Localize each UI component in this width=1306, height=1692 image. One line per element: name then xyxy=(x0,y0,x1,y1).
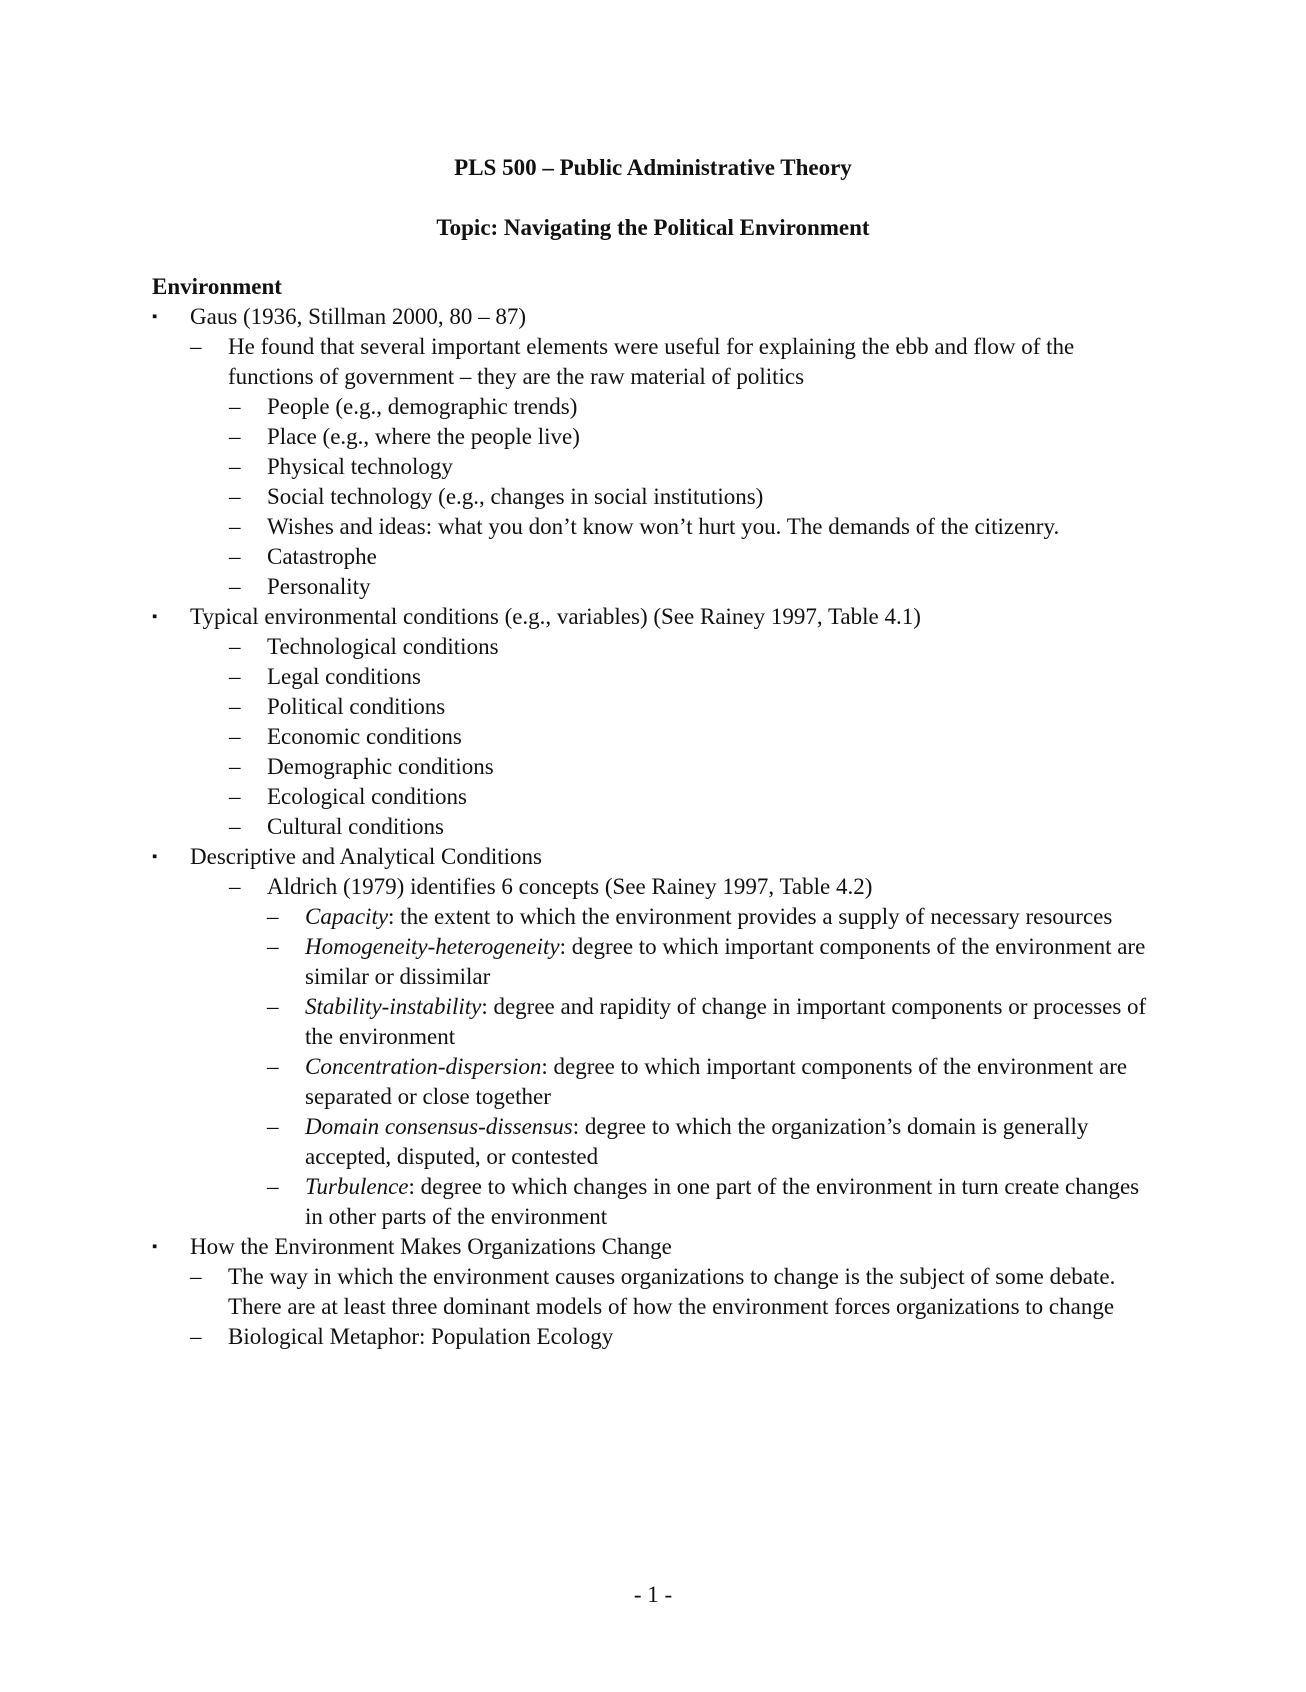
item-text xyxy=(267,484,763,509)
item-description: Personality xyxy=(267,574,371,599)
item-description: Descriptive and Analytical Conditions xyxy=(190,844,542,869)
dash-item xyxy=(152,662,1152,692)
dash-marker-icon: – xyxy=(229,634,241,659)
dash-item xyxy=(152,692,1152,722)
item-text xyxy=(267,634,499,659)
item-text xyxy=(267,814,444,839)
bullet-item xyxy=(152,602,1152,632)
item-description: Place (e.g., where the people live) xyxy=(267,424,580,449)
dash-marker-icon: – xyxy=(229,424,241,449)
bullet-marker-icon: ▪ xyxy=(152,309,158,325)
dash-item xyxy=(152,392,1152,422)
dash-item xyxy=(152,782,1152,812)
item-description: : the extent to which the environment provides a supply of necessary resources xyxy=(388,904,1113,929)
dash-item xyxy=(152,512,1152,542)
item-description: He found that several important elements were useful for explaining the ebb and flow of the functions of government – they are the raw material of politics xyxy=(228,334,1075,389)
item-text xyxy=(305,1054,1127,1109)
item-description: How the Environment Makes Organizations Change xyxy=(190,1234,672,1259)
item-text xyxy=(305,1114,1088,1169)
dash-item xyxy=(152,542,1152,572)
dash-marker-icon: – xyxy=(229,874,241,899)
item-description: Typical environmental conditions (e.g., variables) (See Rainey 1997, Table 4.1) xyxy=(190,604,921,629)
item-description: : degree to which the organization’s domain is generally accepted, disputed, or contested xyxy=(305,1114,1089,1169)
item-text xyxy=(267,424,580,449)
dash-item xyxy=(152,992,1152,1052)
dash-item xyxy=(152,332,1152,392)
item-text xyxy=(228,334,1074,389)
outline-content xyxy=(152,272,1152,1352)
dash-item xyxy=(152,1322,1152,1352)
concept-term: Turbulence xyxy=(305,1174,409,1199)
dash-item xyxy=(152,812,1152,842)
dash-item xyxy=(152,1262,1152,1322)
item-text xyxy=(267,454,453,479)
dash-marker-icon: – xyxy=(229,754,241,779)
item-description: Catastrophe xyxy=(267,544,377,569)
item-text xyxy=(190,1234,672,1259)
document-topic: Topic: Navigating the Political Environment xyxy=(436,215,870,240)
dash-marker-icon: – xyxy=(229,814,241,839)
concept-term: Capacity xyxy=(305,904,389,929)
item-description: Economic conditions xyxy=(267,724,462,749)
item-description: : degree to which important components of the environment are similar or dissimilar xyxy=(305,934,1146,989)
dash-item xyxy=(152,722,1152,752)
item-text xyxy=(305,934,1145,989)
item-text xyxy=(190,844,542,869)
concept-term: Homogeneity-heterogeneity xyxy=(305,934,560,959)
dash-item xyxy=(152,1112,1152,1172)
item-text xyxy=(228,1264,1115,1319)
item-text xyxy=(190,304,526,329)
bullet-marker-icon: ▪ xyxy=(152,1239,158,1255)
item-description: Cultural conditions xyxy=(267,814,444,839)
item-text xyxy=(267,574,371,599)
dash-item xyxy=(152,572,1152,602)
item-description: Aldrich (1979) identifies 6 concepts (See Rainey 1997, Table 4.2) xyxy=(267,874,873,899)
dash-marker-icon: – xyxy=(229,574,241,599)
dash-marker-icon: – xyxy=(229,694,241,719)
item-description: The way in which the environment causes organizations to change is the subject of some debate. There are at least three dominant models of how the environment forces organizations to change xyxy=(228,1264,1116,1319)
item-text xyxy=(267,544,377,569)
item-text xyxy=(267,394,577,419)
dash-marker-icon: – xyxy=(229,394,241,419)
dash-marker-icon: – xyxy=(229,784,241,809)
dash-marker-icon: – xyxy=(229,664,241,689)
item-description: Legal conditions xyxy=(267,664,421,689)
item-text xyxy=(267,784,467,809)
item-description: People (e.g., demographic trends) xyxy=(267,394,578,419)
item-text xyxy=(267,754,494,779)
dash-marker-icon: – xyxy=(190,1324,202,1349)
page-number: - 1 - xyxy=(633,1582,673,1607)
concept-term: Concentration-dispersion xyxy=(305,1054,542,1079)
dash-marker-icon: – xyxy=(229,724,241,749)
dash-marker-icon: – xyxy=(229,514,241,539)
concept-term: Domain consensus-dissensus xyxy=(305,1114,573,1139)
dash-item xyxy=(152,632,1152,662)
dash-marker-icon: – xyxy=(267,1114,279,1139)
item-text xyxy=(267,874,872,899)
dash-marker-icon: – xyxy=(190,1264,202,1289)
item-description: Political conditions xyxy=(267,694,446,719)
item-description: : degree to which changes in one part of the environment in turn create changes in other parts of the environment xyxy=(305,1174,1140,1229)
bullet-item xyxy=(152,842,1152,872)
item-description: Wishes and ideas: what you don’t know won’t hurt you. The demands of the citizenry. xyxy=(267,514,1060,539)
dash-marker-icon: – xyxy=(267,934,279,959)
item-description: Physical technology xyxy=(267,454,453,479)
item-description: : degree to which important components of the environment are separated or close together xyxy=(305,1054,1128,1109)
item-text xyxy=(228,1324,613,1349)
item-text xyxy=(267,724,462,749)
dash-marker-icon: – xyxy=(229,454,241,479)
item-description: Ecological conditions xyxy=(267,784,467,809)
dash-marker-icon: – xyxy=(267,1174,279,1199)
dash-marker-icon: – xyxy=(190,334,202,359)
item-description: Gaus (1936, Stillman 2000, 80 – 87) xyxy=(190,304,527,329)
item-text xyxy=(267,664,421,689)
item-text xyxy=(267,514,1059,539)
dash-item xyxy=(152,1172,1152,1232)
item-text xyxy=(305,994,1146,1049)
item-description: Technological conditions xyxy=(267,634,499,659)
dash-marker-icon: – xyxy=(267,1054,279,1079)
dash-marker-icon: – xyxy=(229,484,241,509)
dash-item xyxy=(152,1052,1152,1112)
bullet-marker-icon: ▪ xyxy=(152,609,158,625)
bullet-marker-icon: ▪ xyxy=(152,849,158,865)
dash-item xyxy=(152,422,1152,452)
concept-term: Stability-instability xyxy=(305,994,482,1019)
item-description: Biological Metaphor: Population Ecology xyxy=(228,1324,614,1349)
bullet-item xyxy=(152,1232,1152,1262)
dash-marker-icon: – xyxy=(267,904,279,929)
item-description: : degree and rapidity of change in important components or processes of the environment xyxy=(305,994,1147,1049)
dash-item xyxy=(152,902,1152,932)
dash-marker-icon: – xyxy=(267,994,279,1019)
dash-item xyxy=(152,752,1152,782)
item-description: Demographic conditions xyxy=(267,754,494,779)
item-text xyxy=(190,604,921,629)
item-text xyxy=(305,904,1112,929)
dash-item xyxy=(152,482,1152,512)
bullet-item xyxy=(152,302,1152,332)
document-title: PLS 500 – Public Administrative Theory xyxy=(454,155,852,180)
outline-list xyxy=(152,302,1152,1352)
section-heading: Environment xyxy=(152,274,282,299)
item-description: Social technology (e.g., changes in social institutions) xyxy=(267,484,764,509)
item-text xyxy=(267,694,445,719)
dash-item xyxy=(152,872,1152,902)
item-text xyxy=(305,1174,1139,1229)
dash-item xyxy=(152,452,1152,482)
dash-item xyxy=(152,932,1152,992)
dash-marker-icon: – xyxy=(229,544,241,569)
